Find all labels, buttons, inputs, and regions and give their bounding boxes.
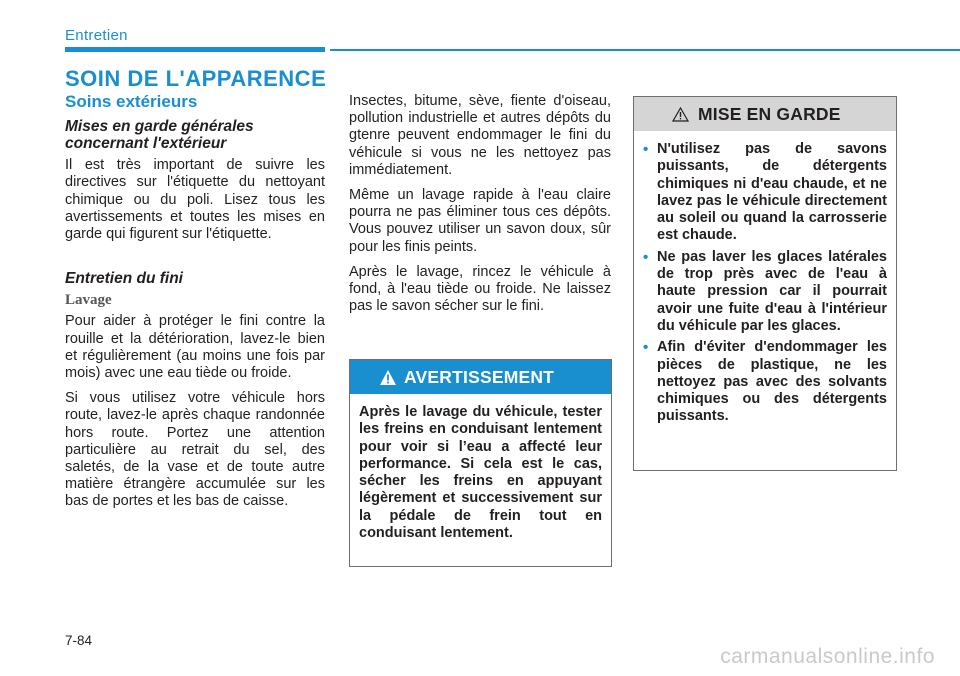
paragraph-label-instructions: Il est très important de suivre les directives sur l'étiquette du nettoyant chimique ou du poli. Lisez tous les avertissements et toutes les mises en garde qui figurent sur l'étiquette. <box>65 157 325 243</box>
caution-item <box>643 141 887 245</box>
warning-header <box>350 360 611 394</box>
bullet-icon: • <box>643 339 649 357</box>
paragraph-rinse: Après le lavage, rincez le véhicule à fond, à l'eau tiède ou froide. Ne laissez pas le savon sécher sur le fini. <box>349 263 611 315</box>
caution-box <box>633 96 897 471</box>
caution-item-text: Ne pas laver les glaces latérales de trop près avec de l'eau à haute pression car il pourrait avoir une fuite d'eau à l'intérieur du véhicule par les glaces. <box>657 248 887 334</box>
header-rule-thin <box>330 49 960 51</box>
warning-box <box>349 359 612 567</box>
caution-item <box>643 339 887 425</box>
paragraph-quick-wash: Même un lavage rapide à l'eau claire pourra ne pas éliminer tous ces dépôts. Vous pouvez utiliser un savon doux, sûr pour les finis peints. <box>349 187 611 255</box>
heading-washing: Lavage <box>65 292 112 309</box>
watermark: carmanualsonline.info <box>720 645 935 668</box>
caution-body <box>634 131 896 426</box>
caution-item <box>643 249 887 335</box>
bullet-icon: • <box>643 141 649 158</box>
heading-finish-care: Entretien du fini <box>65 270 183 288</box>
column-left <box>65 93 325 519</box>
section-label: Entretien <box>65 27 128 44</box>
column-middle <box>349 93 611 323</box>
caution-item-text: N'utilisez pas de savons puissants, de détergents chimiques ni d'eau chaude, et ne lavez pas le véhicule directement au soleil ou quand la carrosserie est chaude. <box>657 141 887 244</box>
bullet-icon: • <box>643 248 649 266</box>
spacer <box>65 251 325 270</box>
caution-triangle-icon <box>672 107 689 122</box>
paragraph-offroad: Si vous utilisez votre véhicule hors route, lavez-le après chaque randonnée hors route. Portez une attention particulière au retrait du sel, des saletés, de la vase et de toute autre matière étrangère accumulée sur les bas de portes et les bas de caisse. <box>65 390 325 510</box>
header-rule-thick <box>65 47 325 52</box>
paragraph-washing: Pour aider à protéger le fini contre la rouille et la détérioration, lavez-le bien et régulièrement (au moins une fois par mois) avec une eau tiède ou froide. <box>65 313 325 382</box>
warning-body: Après le lavage du véhicule, tester les freins en conduisant lentement pour voir si l’eau a affecté leur performance. Si cela est le cas, sécher les freins en appuyant légèrement et successivement sur la pédale de frein tout en conduisant lentement. <box>359 404 602 542</box>
subheading-exterior-care: Soins extérieurs <box>65 92 198 111</box>
page-title: SOIN DE L'APPARENCE <box>65 66 327 91</box>
caution-header <box>634 97 896 131</box>
warning-title: AVERTISSEMENT <box>404 366 555 387</box>
caution-list <box>643 141 887 426</box>
caution-title: MISE EN GARDE <box>698 103 841 124</box>
page-number: 7-84 <box>65 633 93 648</box>
warning-triangle-icon <box>380 370 396 385</box>
paragraph-deposits: Insectes, bitume, sève, fiente d'oiseau, pollution industrielle et autres dépôts du gtenre peuvent endommager le fini du véhicule si vous ne les nettoyez pas immédiatement. <box>349 93 611 178</box>
heading-general-precautions: Mises en garde générales concernant l'extérieur <box>65 118 254 153</box>
caution-item-text: Afin d'éviter d'endommager les pièces de plastique, ne les nettoyez pas avec des solvants chimiques ou des détergents puissants. <box>657 339 887 425</box>
